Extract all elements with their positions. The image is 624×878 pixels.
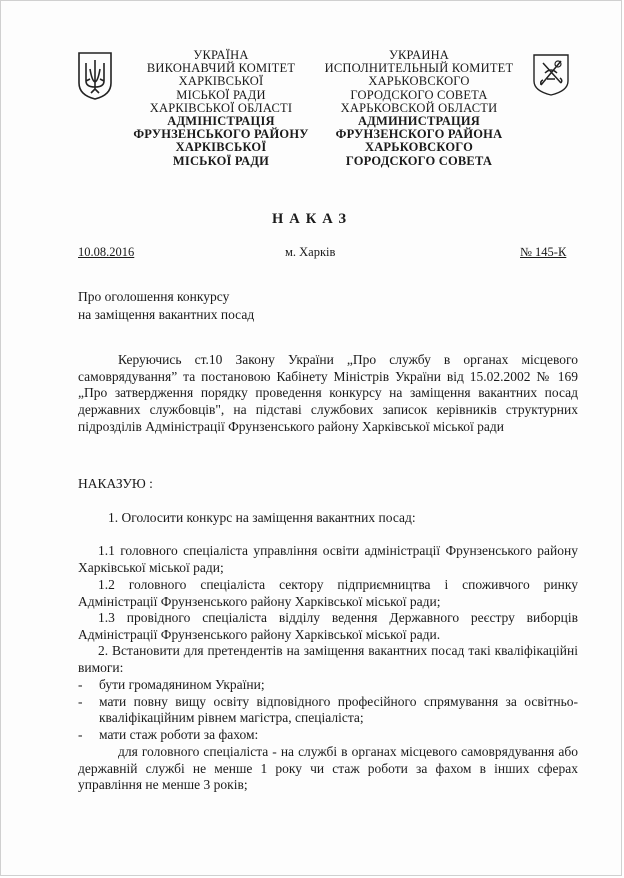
requirement-text: бути громадянином України; (99, 677, 265, 692)
header-right-bold-line: ХАРЬКОВСКОГО (364, 140, 474, 155)
requirements-list (78, 677, 578, 744)
header-left-bold-line: ХАРКІВСЬКОЇ (175, 140, 267, 155)
header-right-line: ИСПОЛНИТЕЛЬНЫЙ КОМИТЕТ (324, 61, 514, 76)
intro-paragraph: Керуючись ст.10 Закону України „Про службу в органах місцевого самоврядування” та постановою Кабінету Міністрів України від 15.02.2002 № 169 „Про затвердження порядку проведення конкурсу на заміщення вакантних посад державних службовців", на підставі службових записок керівників структурних підрозділів Адміністрації Фрунзенського району Харківської міської ради (78, 352, 578, 434)
dash-marker: - (78, 727, 83, 743)
header-right-bold-line: ГОРОДСКОГО СОВЕТА (345, 153, 493, 168)
dash-marker: - (78, 677, 83, 692)
list-item (78, 694, 578, 727)
order-date: 10.08.2016 (78, 245, 135, 259)
header-ukrainian (123, 49, 319, 168)
requirement-text: мати повну вищу освіту відповідного професійного спрямування за освітньо-кваліфікаційним рівнем магістра, спеціаліста; (99, 693, 578, 726)
order-heading: НАКАЗУЮ : (78, 476, 153, 491)
order-subject (78, 288, 378, 324)
item-1-1: 1.1 головного спеціаліста управління освіти адміністрації Фрунзенського району Харківської міської ради; (78, 543, 578, 575)
header-left-line: ХАРКІВСЬКОЇ ОБЛАСТІ (149, 100, 293, 115)
item-1: 1. Оголосити конкурс на заміщення вакантних посад: (108, 510, 416, 525)
order-number: № 145-К (520, 245, 567, 259)
header-right-line: ХАРЬКОВСКОЙ ОБЛАСТИ (340, 100, 498, 115)
document-title: НАКАЗ (271, 211, 353, 227)
header-left-bold-line: ФРУНЗЕНСЬКОГО РАЙОНУ (133, 127, 309, 142)
header-left-bold-line: МІСЬКОЇ РАДИ (172, 153, 270, 168)
header-left-bold-line: АДМІНІСТРАЦІЯ (167, 114, 275, 129)
experience-paragraph: для головного спеціаліста - на службі в органах місцевого самоврядування або державній службі не менше 1 року чи стаж роботи за фахом в інших сферах управління не менше 3 років; (78, 744, 578, 793)
header-left-line: ВИКОНАВЧИЙ КОМІТЕТ (146, 61, 296, 76)
subject-line: на заміщення вакантних посад (78, 307, 255, 322)
header-right-bold-line: ФРУНЗЕНСКОГО РАЙОНА (335, 127, 503, 142)
header-right-line: ГОРОДСКОГО СОВЕТА (350, 87, 488, 102)
item-1-2: 1.2 головного спеціаліста сектору підприємництва і споживчого ринку Адміністрації Фрунзенського району Харківської міської ради; (78, 577, 578, 609)
order-city: м. Харків (285, 245, 336, 259)
requirement-text: мати стаж роботи за фахом: (99, 727, 259, 743)
header-left-line: УКРАЇНА (193, 48, 249, 62)
header-left-line: ХАРКІВСЬКОЇ (178, 74, 264, 89)
header-russian (319, 49, 519, 168)
kharkiv-coat-of-arms-icon (531, 53, 571, 97)
header-right-line: УКРАИНА (388, 48, 450, 62)
subject-line: Про оголошення конкурсу (78, 289, 230, 304)
dash-marker: - (78, 693, 83, 709)
header-right-bold-line: АДМИНИСТРАЦИЯ (357, 114, 481, 129)
list-item (78, 727, 578, 744)
list-item (78, 677, 578, 694)
item-1-3: 1.3 провідного спеціаліста відділу ведення Державного реєстру виборців Адміністрації Фрунзенського району Харківської міської ради. (78, 610, 578, 642)
header-left-line: МІСЬКОЇ РАДИ (176, 87, 266, 102)
item-2: 2. Встановити для претендентів на заміщення вакантних посад такі кваліфікаційні вимоги: (78, 643, 578, 675)
ukraine-trident-icon (77, 51, 113, 101)
header-right-line: ХАРЬКОВСКОГО (368, 74, 470, 89)
